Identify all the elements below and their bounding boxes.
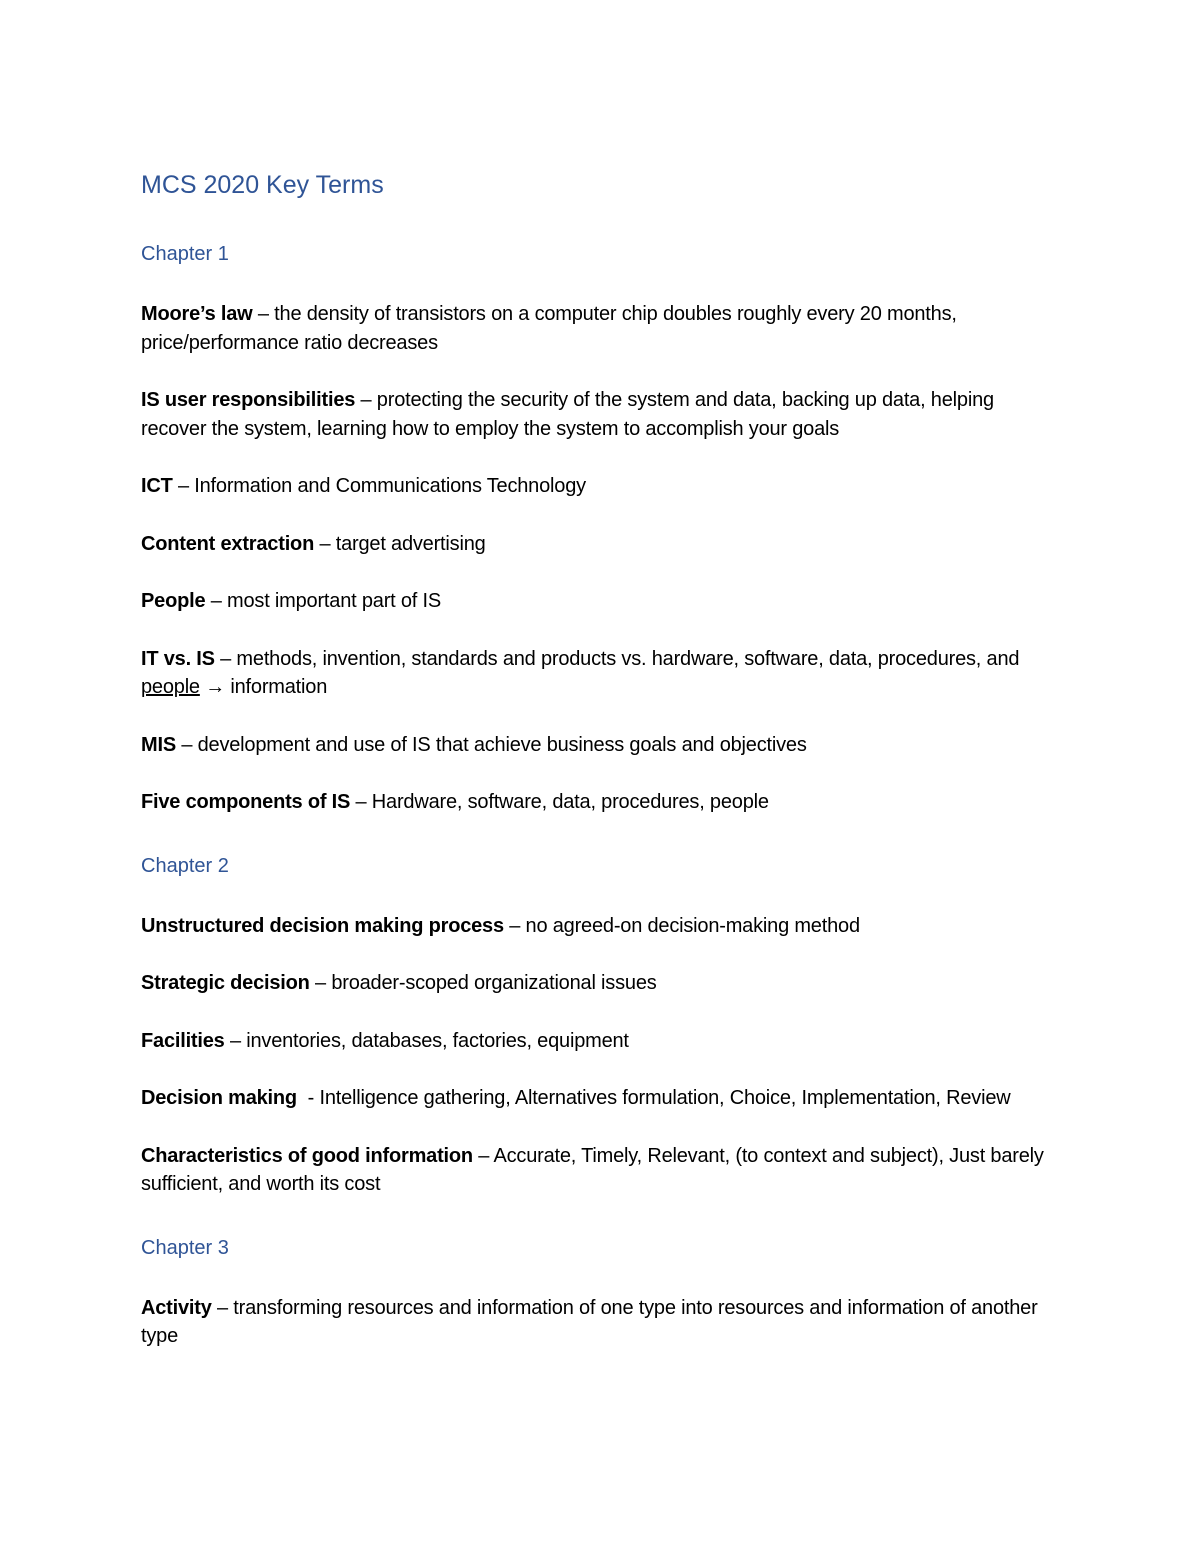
- term-definition: – Hardware, software, data, procedures, people: [350, 791, 769, 813]
- key-term-entry: [141, 1027, 1061, 1056]
- term-definition: – transforming resources and information of one type into resources and information of another type: [141, 1296, 1038, 1347]
- term-name: Moore’s law: [141, 303, 253, 325]
- key-term-entry: [141, 530, 1061, 559]
- document-page: [141, 168, 1061, 1380]
- term-definition: – Accurate, Timely, Relevant, (to context and subject), Just barely sufficient, and worth its cost: [141, 1144, 1044, 1195]
- key-term-entry: [141, 386, 1061, 443]
- term-definition: – protecting the security of the system and data, backing up data, helping recover the system, learning how to employ the system to accomplish your goals: [141, 389, 994, 440]
- term-definition-tail: information: [230, 676, 328, 698]
- term-name: Characteristics of good information: [141, 1144, 473, 1167]
- term-definition: – inventories, databases, factories, equipment: [224, 1029, 629, 1052]
- key-term-entry: [141, 788, 1061, 817]
- key-term-entry: [141, 1294, 1061, 1351]
- term-name: Decision making: [141, 1087, 297, 1109]
- chapter-3-section: [141, 1234, 1061, 1351]
- key-term-entry: [141, 731, 1061, 760]
- key-term-entry: [141, 472, 1061, 501]
- right-arrow-icon: →: [199, 676, 231, 698]
- term-name: Facilities: [141, 1029, 225, 1052]
- term-name: Five components of IS: [141, 791, 351, 813]
- chapter-1-section: [141, 240, 1061, 817]
- key-term-entry: [141, 1142, 1061, 1199]
- term-definition: – target advertising: [314, 532, 486, 555]
- term-name: IS user responsibilities: [141, 389, 356, 411]
- term-definition: – no agreed-on decision-making method: [503, 914, 860, 937]
- term-definition: – Information and Communications Technology: [172, 475, 586, 497]
- chapter-heading: Chapter 3: [141, 1236, 229, 1259]
- chapter-heading: Chapter 2: [141, 854, 229, 877]
- document-title: MCS 2020 Key Terms: [141, 171, 384, 199]
- underlined-word: people: [141, 676, 200, 698]
- term-definition: – development and use of IS that achieve business goals and objectives: [175, 733, 807, 756]
- key-term-entry: [141, 587, 1061, 616]
- key-term-entry: [141, 300, 1061, 357]
- key-term-entry: [141, 912, 1061, 941]
- key-term-entry: [141, 645, 1061, 702]
- term-name: IT vs. IS: [141, 647, 215, 670]
- term-name: Activity: [141, 1296, 212, 1319]
- term-name: Unstructured decision making process: [141, 914, 504, 937]
- key-term-entry: [141, 969, 1061, 998]
- term-definition: – broader-scoped organizational issues: [309, 972, 657, 994]
- term-definition: – methods, invention, standards and products vs. hardware, software, data, procedures, and: [214, 647, 1020, 670]
- term-name: Content extraction: [141, 532, 315, 555]
- key-term-entry: [141, 1084, 1061, 1113]
- term-definition: – most important part of IS: [205, 590, 442, 612]
- term-definition: – the density of transistors on a computer chip doubles roughly every 20 months, price/performance ratio decreases: [141, 303, 957, 354]
- term-name: MIS: [141, 733, 176, 756]
- term-name: Strategic decision: [141, 972, 310, 994]
- term-name: ICT: [141, 475, 173, 497]
- chapter-2-section: [141, 852, 1061, 1199]
- term-definition: - Intelligence gathering, Alternatives formulation, Choice, Implementation, Review: [296, 1087, 1011, 1109]
- term-name: People: [141, 590, 206, 612]
- chapter-heading: Chapter 1: [141, 243, 229, 265]
